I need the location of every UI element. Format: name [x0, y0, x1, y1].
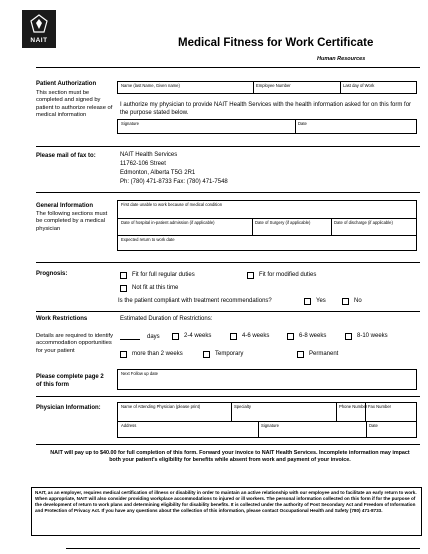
not-fit-checkbox[interactable]: [120, 285, 127, 292]
section-divider: [36, 262, 420, 263]
payment-notice: NAIT will pay up to $40.00 for full completion of this form. Forward your invoice to NAIT Health Services. Incomplete information may impact both your patient's eligibility for benefits while absent from work and payment of your invoice.: [50, 450, 410, 463]
physician-name-label: Name of Attending Physician (please print): [121, 404, 201, 409]
first-date-label: First date unable to work because of medical condition: [121, 202, 223, 207]
employee-number-field[interactable]: [254, 87, 338, 93]
hospital-admission-field[interactable]: [119, 225, 249, 233]
privacy-statement-box: [31, 487, 422, 536]
employee-number-label: Employee Number: [256, 83, 291, 88]
privacy-statement: NAIT, as an employer, requires medical certification of illness or disability in order to maintain an active relationship with our employee and to facilitate an early return to work. When appropriate, NAIT will also consider providing workplace accommodations to injured or ill workers. The personal information collected on this form if for the purpose of the development of return to work plans and determining eligibility for disability benefits. It is collected under the authority of Post Secondary Act and Freedom of Information and Protection of Privacy Act. If you have any questions about the collection of this information, please contact Occupational Health and Safety (780) 471-8733.: [35, 490, 417, 513]
row-divider: [118, 235, 417, 236]
phone-number-field[interactable]: [338, 409, 363, 419]
patient-authorization-heading: Patient Authorization: [36, 81, 97, 87]
section-divider: [36, 192, 420, 193]
fit-modified-checkbox[interactable]: [247, 272, 254, 279]
specialty-field[interactable]: [233, 409, 334, 419]
not-fit-label: Not fit at this time: [132, 285, 179, 291]
discharge-date-label: Date of discharge (if applicable): [334, 220, 393, 225]
surgery-date-field[interactable]: [254, 225, 328, 233]
nait-logo: [22, 10, 56, 48]
physician-signature-field[interactable]: [259, 427, 363, 437]
temporary-label: Temporary: [215, 351, 244, 357]
section-divider: [36, 311, 420, 312]
mail-address-line: NAIT Health Services: [120, 152, 178, 158]
address-field[interactable]: [119, 427, 255, 437]
divider: [231, 403, 232, 421]
hospital-admission-label: Date of hospital in-patient admission (if applicable): [121, 220, 215, 225]
department-label: Human Resources: [317, 56, 366, 62]
patient-authorization-description: This section must be completed and signed by patient to authorize release of medical information: [36, 90, 113, 118]
fax-number-label: Fax Number: [368, 404, 392, 409]
form-title: Medical Fitness for Work Certificate: [178, 37, 374, 49]
last-day-of-work-label: Last day of Work: [343, 83, 375, 88]
physician-signature-label: Signature: [261, 423, 279, 428]
six-eight-weeks-checkbox[interactable]: [287, 333, 294, 340]
four-six-weeks-checkbox[interactable]: [230, 333, 237, 340]
compliant-yes-checkbox[interactable]: [304, 298, 311, 305]
fax-number-field[interactable]: [367, 409, 415, 419]
more-than-two-weeks-label: more than 2 weeks: [132, 351, 183, 357]
follow-up-label: Next Follow up date: [121, 371, 159, 376]
mail-fax-heading: Please mail of fax to:: [36, 153, 96, 159]
permanent-checkbox[interactable]: [297, 351, 304, 358]
two-four-weeks-label: 2-4 weeks: [184, 333, 212, 339]
last-day-of-work-field[interactable]: [341, 87, 415, 93]
authorization-statement: I authorize my physician to provide NAIT Health Services with the health information asked for on this form for the purpose stated below.: [120, 102, 412, 116]
phone-number-label: Phone Number: [339, 404, 368, 409]
compliance-question: Is the patient compliant with treatment recommendations?: [118, 298, 272, 304]
general-information-heading: General Information: [36, 203, 94, 209]
general-information-description: The following sections must be completed by a medical physician: [36, 211, 108, 232]
footer-divider: [66, 548, 420, 549]
divider: [295, 120, 296, 134]
fit-regular-label: Fit for full regular duties: [132, 272, 195, 278]
patient-date-label: Date: [298, 121, 307, 126]
patient-name-label: Name (last Name, Given name): [121, 83, 180, 88]
six-eight-weeks-label: 6-8 weeks: [299, 333, 327, 339]
compliant-yes-label: Yes: [316, 298, 326, 304]
days-label: days: [147, 334, 160, 340]
expected-return-label: Expected return to work date: [121, 237, 175, 242]
fit-regular-checkbox[interactable]: [120, 272, 127, 279]
patient-name-field[interactable]: [118, 87, 251, 93]
four-six-weeks-label: 4-6 weeks: [242, 333, 270, 339]
two-four-weeks-checkbox[interactable]: [172, 333, 179, 340]
header-divider: [36, 67, 420, 68]
physician-name-field[interactable]: [119, 409, 229, 419]
row-divider: [118, 218, 417, 219]
compliant-no-label: No: [354, 298, 362, 304]
work-restrictions-description: Details are required to identify accommodation opportunities for your patient: [36, 333, 114, 354]
follow-up-field[interactable]: [119, 377, 414, 388]
mail-address-line: Ph: (780) 471-8733 Fax: (780) 471-7548: [120, 179, 228, 185]
mail-address-line: 11762-106 Street: [120, 161, 166, 167]
prognosis-heading: Prognosis:: [36, 271, 68, 277]
physician-date-label: Date: [369, 423, 378, 428]
physician-information-heading: Physician Information:: [36, 405, 101, 411]
estimated-duration-label: Estimated Duration of Restrictions:: [120, 316, 213, 322]
address-label: Address: [121, 423, 137, 428]
mail-address-line: Edmonton, Alberta T5G 2R1: [120, 170, 196, 176]
patient-date-field[interactable]: [298, 126, 415, 133]
eight-ten-weeks-checkbox[interactable]: [345, 333, 352, 340]
physician-date-field[interactable]: [367, 427, 415, 437]
row-divider: [118, 421, 417, 422]
work-restrictions-heading: Work Restrictions: [36, 316, 88, 322]
more-than-two-weeks-checkbox[interactable]: [120, 351, 127, 358]
patient-signature-field[interactable]: [118, 126, 293, 133]
fit-modified-label: Fit for modified duties: [259, 272, 317, 278]
nait-emblem-icon: [29, 14, 49, 34]
patient-signature-label: Signature: [121, 121, 139, 126]
specialty-label: Specialty: [234, 404, 251, 409]
logo-text: NAIT: [30, 37, 48, 44]
temporary-checkbox[interactable]: [203, 351, 210, 358]
section-divider: [36, 146, 420, 147]
discharge-date-field[interactable]: [333, 225, 415, 233]
first-date-field[interactable]: [119, 207, 414, 215]
eight-ten-weeks-label: 8-10 weeks: [357, 333, 388, 339]
compliant-no-checkbox[interactable]: [342, 298, 349, 305]
divider: [336, 403, 337, 421]
complete-page-two-note: Please complete page 2 of this form: [36, 374, 104, 388]
section-divider: [36, 396, 420, 397]
section-divider: [36, 444, 420, 445]
divider: [365, 403, 366, 421]
permanent-label: Permanent: [309, 351, 339, 357]
surgery-date-label: Date of Surgery (if applicable): [255, 220, 311, 225]
days-input[interactable]: [120, 332, 140, 340]
divider: [331, 218, 332, 235]
divider: [252, 218, 253, 235]
expected-return-field[interactable]: [119, 242, 414, 250]
